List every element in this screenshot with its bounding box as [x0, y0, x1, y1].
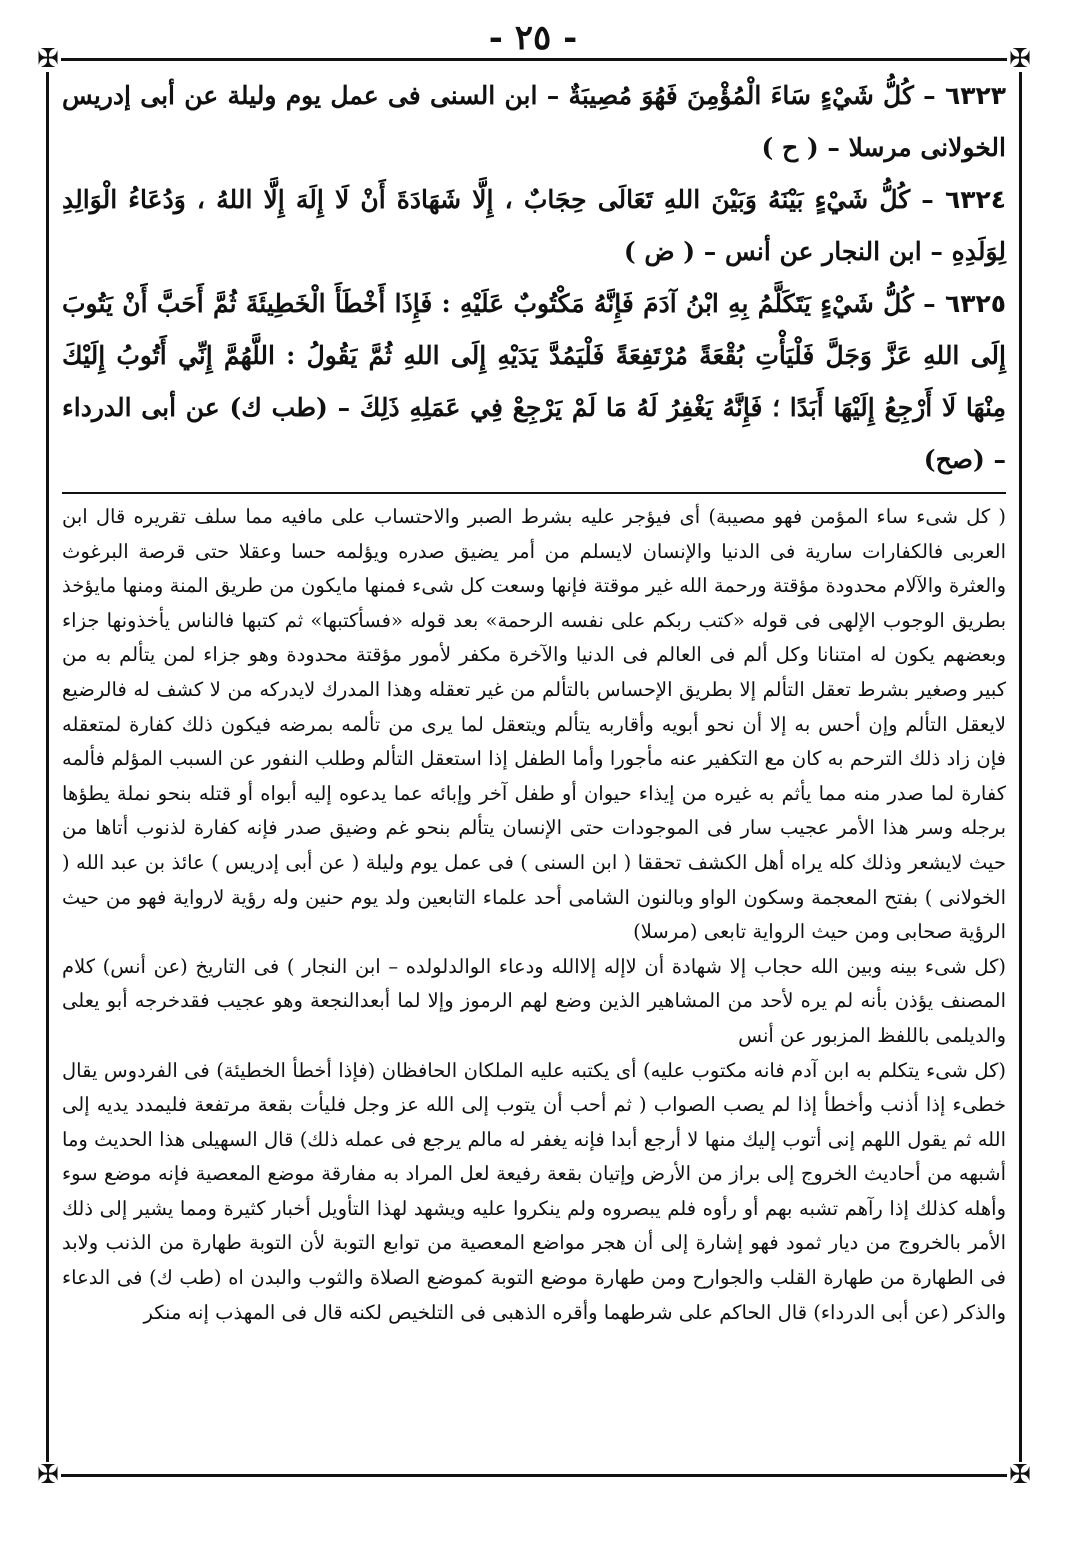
hadith-number: ٦٣٢٤: [944, 185, 1006, 214]
hadith-text: – كُلُّ شَيْءٍ يَتَكَلَّمُ بِهِ ابْنُ آدَمَ فَإِنَّهُ مَكْتُوبٌ عَلَيْهِ : فَإِذَا أَخْطَأَ الْخَطِيئَةَ ثُمَّ أَحَبَّ أَنْ يَتُوبَ إِلَى اللهِ عَزَّ وَجَلَّ فَلْيَأْتِ بُقْعَةً مُرْتَفِعَةً فَلْيَمُدَّ يَدَيْهِ إِلَى اللهِ ثُمَّ يَقُولُ : اللَّهُمَّ إِنِّي أَتُوبُ إِلَيْكَ مِنْهَا لَا أَرْجِعُ إِلَيْهَا أَبَدًا ؛ فَإِنَّهُ يَغْفِرُ لَهُ مَا لَمْ يَرْجِعْ فِي عَمَلِهِ ذَلِكَ – (طب ك) عن أبى الدرداء – (صح): [62, 289, 1006, 474]
corner-ornament-icon: ✠: [35, 1462, 61, 1488]
corner-ornament-icon: ✠: [1007, 1462, 1033, 1488]
hadith-text: – كُلُّ شَيْءٍ سَاءَ الْمُؤْمِنَ فَهُوَ مُصِيبَةٌ – ابن السنى فى عمل يوم وليلة عن أبى إدريس الخولانى مرسلا – ( ح ): [62, 81, 1006, 162]
commentary-6323: ( كل شىء ساء المؤمن فهو مصيبة) أى فيؤجر عليه بشرط الصبر والاحتساب على مافيه مما سلف تقريره قال ابن العربى فالكفارات سارية فى الدنيا والإنسان لايسلم من أمر يضيق صدره ويؤلمه حسا وعقلا حتى قرصة البرغوث والعثرة والآلام محدودة مؤقتة ورحمة الله غير موقتة فإنها وسعت كل شىء فمنها مايكون من طريق المنة ومنها مايؤخذ بطريق الوجوب الإلهى فى قوله «كتب ربكم على نفسه الرحمة» بعد قوله «فسأكتبها» ثم كتبها فالناس يأخذونها جزاء وبعضهم يكون له امتنانا وكل ألم فى العالم فى الدنيا والآخرة مكفر لأمور مؤقتة محدودة وهو جزاء لمن يتألم به من كبير وصغير بشرط تعقل التألم إلا بطريق الإحساس بالتألم من غير تعقله وهذا المدرك لايدركه من لا كشف له فالرضيع لايعقل التألم وإن أحس به إلا أن نحو أبويه وأقاربه يتألم ويتعقل لما يرى من تألمه بمرضه فيكون ذلك كفارة لمتعقله فإن زاد ذلك الترحم به كان مع التكفير عنه مأجورا وأما الطفل إذا استعقل التألم وطلب النفور عن السبب المؤلم فألمه كفارة لما صدر منه مما يأثم به غيره من إيذاء حيوان أو طفل آخر وإبائه عما يدعوه إليه أبواه أو قتله بنحو نملة يطؤها برجله وسر هذا الأمر عجيب سار فى الموجودات حتى الإنسان يتألم بنحو غم وضيق صدر فإنه كفارة لذنوب أتاها من حيث لايشعر وذلك كله يراه أهل الكشف تحققا ( ابن السنى ) فى عمل يوم وليلة ( عن أبى إدريس ) عائذ بن عبد الله ( الخولانى ) بفتح المعجمة وسكون الواو وبالنون الشامى أحد علماء التابعين ولد يوم حنين وله رؤية لارواية فهو من حيث الرؤية صحابى ومن حيث الرواية تابعى (مرسلا): [62, 505, 1007, 944]
hadith-6323: [62, 70, 1006, 174]
commentary-6325: (كل شىء يتكلم به ابن آدم فانه مكتوب عليه) أى يكتبه عليه الملكان الحافظان (فإذا أخطأ الخطيئة) فى الفردوس يقال خطىء إذا أذنب وأخطأ إذا لم يصب الصواب ( ثم أحب أن يتوب إلى الله عز وجل فليأت بقعة مرتفعة فليمدد يديه إلى الله ثم يقول اللهم إنى أتوب إليك منها لا أرجع أبدا فإنه يغفر له مالم يرجع فى عمله ذلك) قال السهيلى هذا الحديث وما أشبهه من أحاديث الخروج إلى براز من الأرض وإتيان بقعة رفيعة لعل المراد به مفارقة موضع المعصية فإنه موضع سوء وأهله كذلك إذا رآهم تشبه بهم أو رأوه فلم يبصروه ولم ينكروا عليه ويشهد لهذا التأويل أخبار كثيرة ومما يشير إلى ذلك الأمر بالخروج من ديار ثمود فهو إشارة إلى أن هجر مواضع المعصية من توابع التوبة لأن التوبة طهارة من الذنب ولابد فى الطهارة من طهارة القلب والجوارح ومن طهارة موضع التوبة كموضع الصلاة والثوب والبدن اه (طب ك) فى الدعاء والذكر (عن أبى الدرداء) قال الحاكم على شرطهما وأقره الذهبى فى التلخيص لكنه قال فى المهذب إنه منكر: [62, 1058, 1006, 1324]
top-border-rule: [46, 58, 1022, 61]
hadith-6325: [62, 278, 1006, 486]
page-content: [62, 70, 1006, 1330]
page-number: - ٢٥ -: [488, 18, 578, 58]
section-divider: [62, 492, 1006, 494]
hadith-6324: [62, 174, 1006, 278]
bottom-border-rule: [46, 1474, 1022, 1477]
corner-ornament-icon: ✠: [1007, 46, 1033, 72]
hadith-number: ٦٣٢٥: [944, 289, 1006, 318]
commentary-6324: (كل شىء بينه وبين الله حجاب إلا شهادة أن لاإله إلاالله ودعاء الوالدلولده – ابن النجار ) فى التاريخ (عن أنس) كلام المصنف يؤذن بأنه لم يره لأحد من المشاهير الذين وضع لهم الرموز وإلا لما أبعدالنجعة وهو عجيب فقدخرجه أبو يعلى والديلمى باللفظ المزبور عن أنس: [62, 954, 1006, 1047]
corner-ornament-icon: ✠: [35, 46, 61, 72]
hadith-text: – كُلُّ شَيْءٍ بَيْنَهُ وَبَيْنَ اللهِ تَعَالَى حِجَابٌ ، إِلَّا شَهَادَةَ أَنْ لَا إِلَهَ إِلَّا اللهُ ، وَدُعَاءُ الْوَالِدِ لِوَلَدِهِ – ابن النجار عن أنس – ( ض ): [62, 185, 1006, 266]
hadith-number: ٦٣٢٣: [944, 81, 1006, 110]
